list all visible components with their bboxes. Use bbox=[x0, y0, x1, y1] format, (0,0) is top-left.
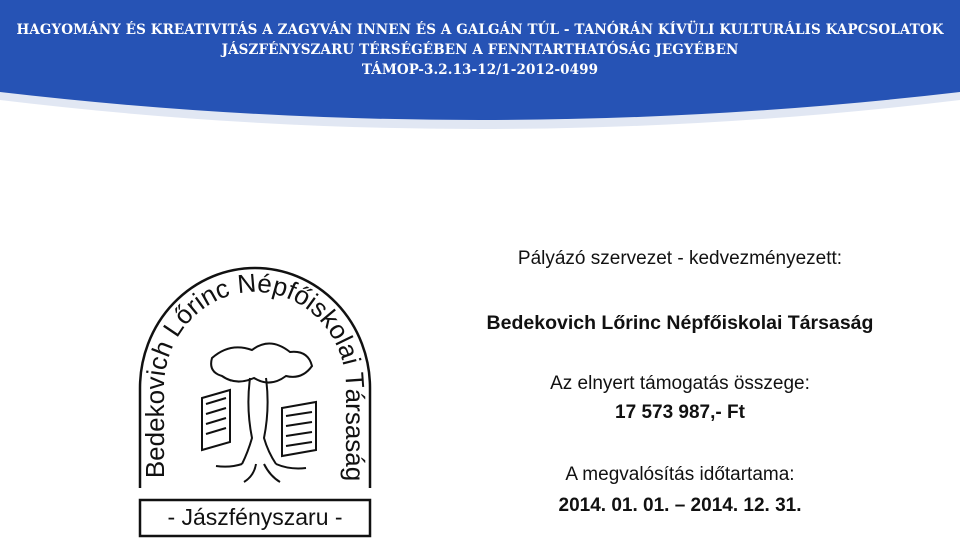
header-line-2: JÁSZFÉNYSZARU TÉRSÉGÉBEN A FENNTARTHATÓSÁG JEGYÉBEN bbox=[221, 42, 739, 58]
grant-amount: 17 573 987,- Ft bbox=[615, 402, 745, 423]
logo-graphic bbox=[120, 238, 390, 538]
organization-logo bbox=[120, 238, 390, 538]
applicant-label: Pályázó szervezet - kedvezményezett: bbox=[517, 248, 843, 269]
period-label: A megvalósítás időtartama: bbox=[565, 464, 795, 485]
header-banner bbox=[0, 0, 960, 140]
header-line-1: HAGYOMÁNY ÉS KREATIVITÁS A ZAGYVÁN INNEN ÉS A GALGÁN TÚL - TANÓRÁN KÍVÜLI KULTURÁLIS KAPCSOLATOK bbox=[16, 22, 944, 38]
header-title bbox=[0, 20, 960, 80]
tree-with-books-icon bbox=[202, 343, 316, 482]
logo-box-text: - Jászfényszaru - bbox=[167, 504, 343, 530]
logo-arc-text: Bedekovich Lőrinc Népfőiskolai Társaság bbox=[139, 267, 371, 482]
header-line-3: TÁMOP-3.2.13-12/1-2012-0499 bbox=[361, 62, 599, 78]
period-value: 2014. 01. 01. – 2014. 12. 31. bbox=[558, 495, 802, 516]
organization-name: Bedekovich Lőrinc Népfőiskolai Társaság bbox=[486, 312, 874, 334]
grant-label: Az elnyert támogatás összege: bbox=[550, 373, 810, 394]
